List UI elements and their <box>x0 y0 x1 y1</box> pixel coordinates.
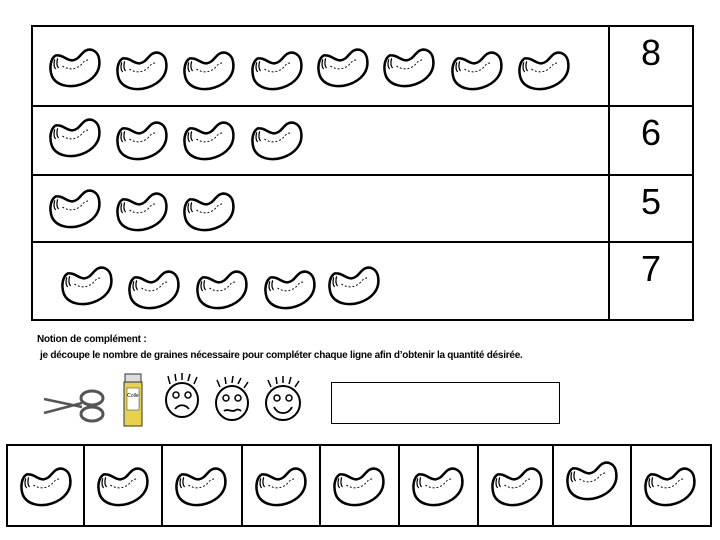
cutout-cell[interactable] <box>85 446 163 525</box>
glue-stick-icon <box>122 372 144 428</box>
bean-seed-icon <box>113 118 171 164</box>
seed-cell <box>33 107 610 174</box>
bean-seed-icon <box>641 464 699 510</box>
target-count: 6 <box>640 112 662 153</box>
bean-seed-icon <box>314 45 372 91</box>
unsure-face-icon <box>210 375 254 423</box>
cutout-cell[interactable] <box>632 446 710 525</box>
bean-seed-icon <box>113 189 171 235</box>
bean-seed-icon <box>330 464 388 510</box>
bean-seed-icon <box>46 115 104 161</box>
seed-cell <box>33 176 610 241</box>
count-cell <box>610 27 692 105</box>
bean-seed-icon <box>252 464 310 510</box>
bean-seed-icon <box>409 464 467 510</box>
bean-seed-icon <box>448 48 506 94</box>
bean-seed-icon <box>488 464 546 510</box>
cutout-cell[interactable] <box>163 446 243 525</box>
bean-seed-icon <box>248 118 306 164</box>
answer-box[interactable] <box>331 382 560 424</box>
bean-seed-icon <box>248 48 306 94</box>
counting-table <box>31 25 694 321</box>
bean-seed-icon <box>515 48 573 94</box>
cutout-cell[interactable] <box>321 446 400 525</box>
count-row-1 <box>33 27 692 107</box>
bean-seed-icon <box>46 186 104 232</box>
instruction-title: Notion de complément : <box>37 334 147 345</box>
bean-seed-icon <box>17 464 75 510</box>
bean-seed-icon <box>325 263 383 309</box>
bean-seed-icon <box>380 45 438 91</box>
scissors-icon <box>42 385 106 425</box>
bean-seed-icon <box>563 458 621 504</box>
target-count: 5 <box>640 181 662 222</box>
bean-seed-icon <box>180 48 238 94</box>
cutout-strip <box>6 444 712 527</box>
bean-seed-icon <box>193 267 251 313</box>
count-cell <box>610 107 692 174</box>
bean-seed-icon <box>125 267 183 313</box>
count-row-4 <box>33 243 692 319</box>
target-count: 8 <box>640 32 662 73</box>
cutout-cell[interactable] <box>8 446 85 525</box>
bean-seed-icon <box>180 118 238 164</box>
bean-seed-icon <box>58 263 116 309</box>
count-row-3 <box>33 176 692 243</box>
cutout-cell[interactable] <box>554 446 632 525</box>
seed-cell <box>33 27 610 105</box>
count-cell <box>610 176 692 241</box>
target-count: 7 <box>640 248 662 289</box>
count-cell <box>610 243 692 319</box>
bean-seed-icon <box>46 45 104 91</box>
cutout-cell[interactable] <box>243 446 321 525</box>
glue-label: Colle <box>127 393 139 399</box>
bean-seed-icon <box>113 48 171 94</box>
seed-cell <box>33 243 610 319</box>
instruction-text: je découpe le nombre de graines nécessaire pour compléter chaque ligne afin d’obtenir la quantité désirée. <box>40 350 523 361</box>
bean-seed-icon <box>261 267 319 313</box>
cutout-cell[interactable] <box>400 446 479 525</box>
count-row-2 <box>33 107 692 176</box>
bean-seed-icon <box>172 464 230 510</box>
bean-seed-icon <box>180 189 238 235</box>
happy-face-icon <box>259 375 307 423</box>
bean-seed-icon <box>94 464 152 510</box>
cutout-cell[interactable] <box>479 446 554 525</box>
sad-face-icon <box>160 372 204 420</box>
